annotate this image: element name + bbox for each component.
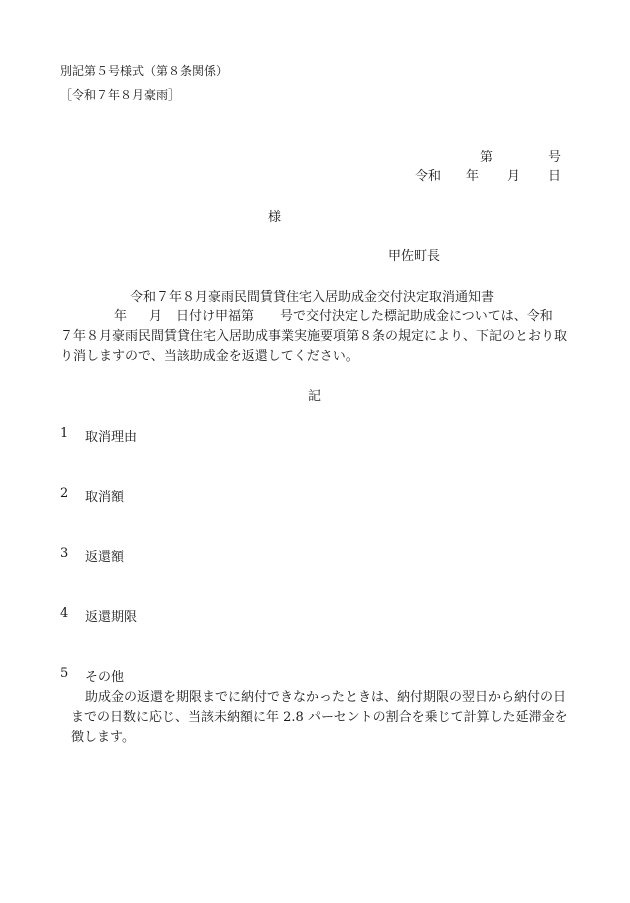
ki-heading: 記 [308,389,322,404]
body-line-3: り消しますので、当該助成金を返還してください。 [60,349,359,364]
date-era: 令和 [415,169,442,184]
other-line-1: 助成金の返還を期限までに納付できなかったときは、納付期限の翌日から納付の日 [85,690,567,705]
body-line-2: ７年８月豪雨民間賃貸住宅入居助成事業実施要項第８条の規定により、下記のとおり取 [60,329,568,344]
item-label: 取消理由 [85,430,138,445]
issuer-title: 甲佐町長 [388,249,441,264]
date-year: 年 [466,169,480,184]
item-label: 取消額 [85,490,125,505]
item-label: 返還額 [85,550,125,565]
document-title: 令和７年８月豪雨民間賃貸住宅入居助成金交付決定取消通知書 [130,290,495,305]
other-line-3: 徴します。 [71,730,135,745]
doc-number-dai: 第 [480,150,494,165]
body-year: 年 [114,309,128,324]
item-number: 5 [60,666,69,681]
body-line-1: 日付け甲福第 号で交付決定した標記助成金については、令和 [176,309,553,324]
disaster-label: ［令和７年８月豪雨］ [60,88,181,102]
date-month: 月 [507,169,521,184]
item-number: 3 [60,546,69,561]
date-day: 日 [548,169,562,184]
form-label: 別記第５号様式（第８条関係） [60,64,229,78]
item-number: 2 [60,486,69,501]
other-line-2: までの日数に応じ、当該未納額に年 2.8 パーセントの割合を乗じて計算した延滞金を [71,710,568,725]
item-number: 1 [60,426,69,441]
item-number: 4 [60,606,69,621]
item-label: その他 [85,670,125,685]
recipient-honorific: 様 [268,210,282,225]
item-label: 返還期限 [85,610,138,625]
doc-number-go: 号 [548,150,562,165]
body-month: 月 [149,309,163,324]
